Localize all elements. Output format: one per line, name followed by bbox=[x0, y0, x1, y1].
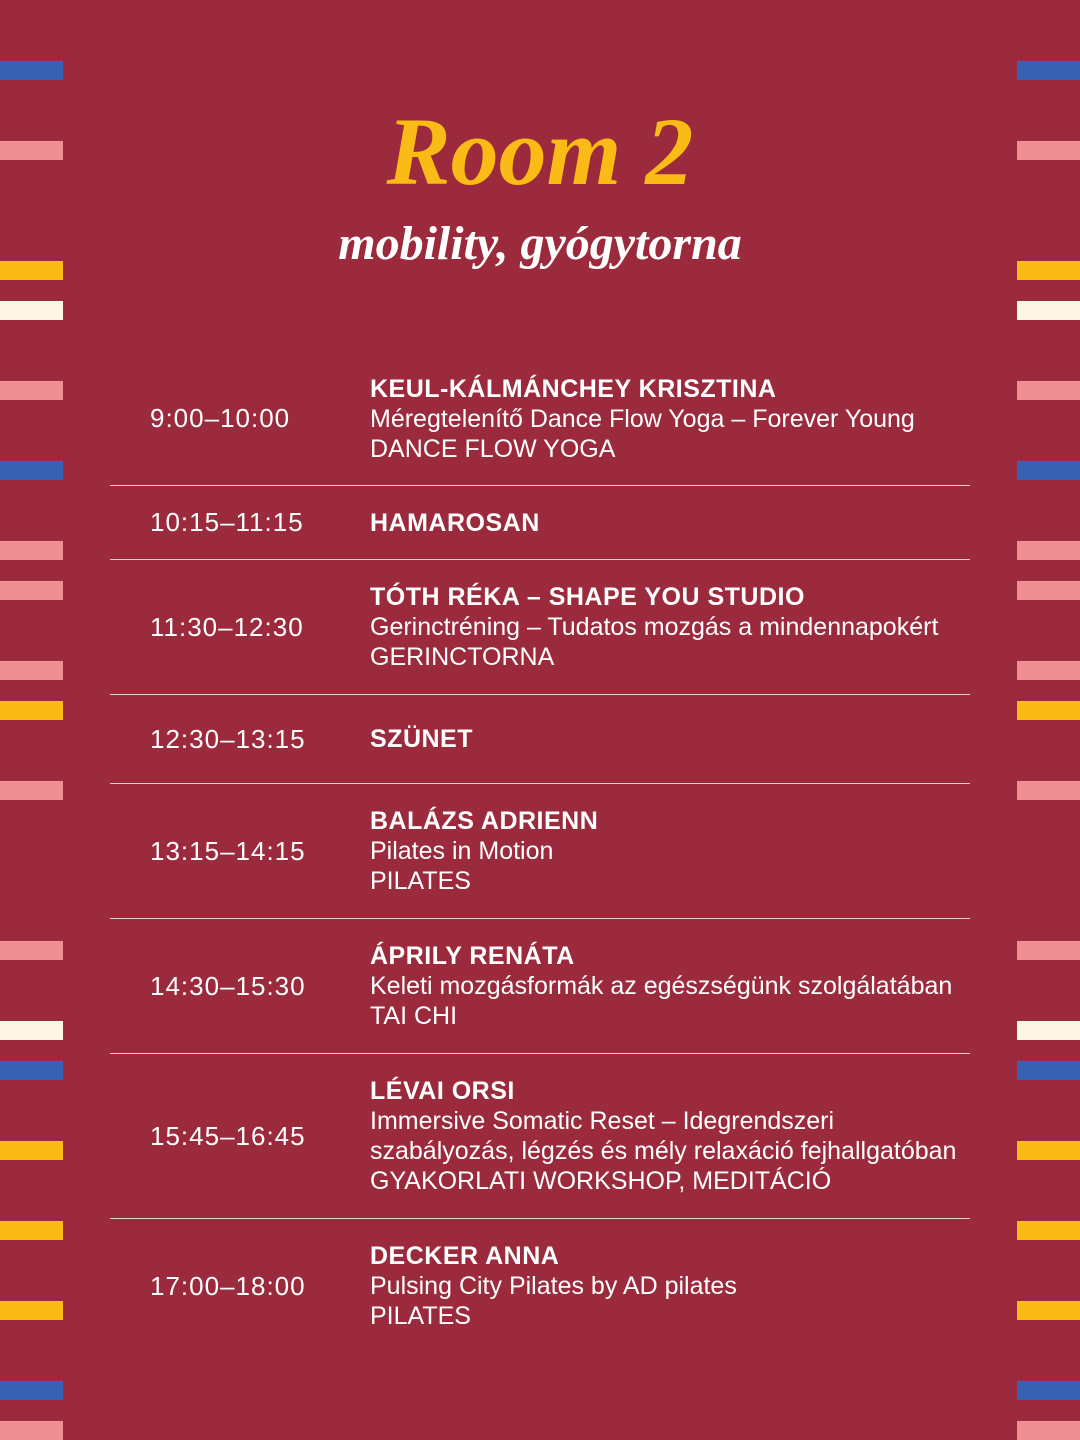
stripe bbox=[1017, 1061, 1080, 1080]
time-slot: 15:45–16:45 bbox=[150, 1120, 306, 1151]
stripe bbox=[1017, 781, 1080, 800]
session-title: Méregtelenítő Dance Flow Yoga – Forever Young bbox=[370, 404, 915, 433]
stripe bbox=[0, 1381, 63, 1400]
stripe bbox=[0, 1301, 63, 1320]
schedule-list bbox=[110, 352, 970, 1353]
stripe bbox=[0, 1061, 63, 1080]
stripe bbox=[0, 1021, 63, 1040]
stripe bbox=[1017, 1381, 1080, 1400]
time-slot: 9:00–10:00 bbox=[150, 403, 291, 433]
stripe bbox=[0, 1221, 63, 1240]
stripe bbox=[0, 461, 63, 480]
stripe bbox=[0, 541, 63, 560]
presenter-name: KEUL-KÁLMÁNCHEY KRISZTINA bbox=[370, 374, 777, 403]
session-title: Immersive Somatic Reset – Idegrendszeri bbox=[370, 1107, 835, 1135]
session-category: DANCE FLOW YOGA bbox=[370, 434, 616, 463]
session-details bbox=[370, 582, 970, 672]
session-category: GYAKORLATI WORKSHOP, MEDITÁCIÓ bbox=[370, 1167, 832, 1195]
time-slot: 11:30–12:30 bbox=[150, 611, 304, 642]
session-title: Gerinctréning – Tudatos mozgás a mindennapokért bbox=[370, 613, 939, 641]
session-details bbox=[370, 806, 970, 896]
stripe bbox=[0, 1141, 63, 1160]
time-slot: 10:15–11:15 bbox=[150, 507, 304, 537]
stripe bbox=[1017, 1301, 1080, 1320]
time-slot: 12:30–13:15 bbox=[150, 723, 306, 754]
presenter-name: DECKER ANNA bbox=[370, 1242, 560, 1270]
stripe bbox=[1017, 1421, 1080, 1440]
session-details bbox=[370, 1241, 970, 1331]
schedule-row bbox=[110, 695, 970, 784]
stripe bbox=[0, 1421, 63, 1440]
presenter-name: BALÁZS ADRIENN bbox=[370, 807, 599, 835]
stripe bbox=[1017, 301, 1080, 320]
session-title: Keleti mozgásformák az egészségünk szolgálatában bbox=[370, 972, 953, 1000]
page-title: Room 2 bbox=[386, 98, 694, 205]
stripe bbox=[1017, 581, 1080, 600]
stripe bbox=[1017, 701, 1080, 720]
stripe bbox=[0, 381, 63, 400]
session-category: PILATES bbox=[370, 1302, 471, 1330]
stripe bbox=[1017, 1221, 1080, 1240]
schedule-row bbox=[110, 486, 970, 560]
time-slot: 13:15–14:15 bbox=[150, 835, 306, 866]
session-title: Pilates in Motion bbox=[370, 837, 554, 865]
session-details bbox=[370, 508, 970, 538]
stripe bbox=[0, 61, 63, 80]
schedule-row bbox=[110, 784, 970, 919]
presenter-name: ÁPRILY RENÁTA bbox=[370, 942, 575, 970]
schedule-row bbox=[110, 560, 970, 695]
session-title: Pulsing City Pilates by AD pilates bbox=[370, 1272, 737, 1300]
stripe bbox=[1017, 61, 1080, 80]
stripe bbox=[1017, 1021, 1080, 1040]
stripe bbox=[1017, 941, 1080, 960]
stripe bbox=[0, 301, 63, 320]
session-details bbox=[370, 374, 970, 464]
session-category: GERINCTORNA bbox=[370, 643, 555, 671]
stripe bbox=[1017, 381, 1080, 400]
presenter-name: HAMAROSAN bbox=[370, 508, 540, 537]
presenter-name: LÉVAI ORSI bbox=[370, 1077, 515, 1105]
stripe bbox=[0, 941, 63, 960]
stripe bbox=[0, 581, 63, 600]
session-category: PILATES bbox=[370, 867, 471, 895]
stripe bbox=[1017, 541, 1080, 560]
presenter-name: SZÜNET bbox=[370, 725, 473, 753]
stripe bbox=[0, 661, 63, 680]
session-details bbox=[370, 724, 970, 754]
schedule-row bbox=[110, 1054, 970, 1219]
stripe bbox=[1017, 461, 1080, 480]
schedule-row bbox=[110, 1219, 970, 1353]
session-details bbox=[370, 1076, 970, 1196]
stripe bbox=[0, 701, 63, 720]
stripe bbox=[1017, 1141, 1080, 1160]
schedule-row bbox=[110, 352, 970, 486]
session-details bbox=[370, 941, 970, 1031]
stripe bbox=[1017, 661, 1080, 680]
session-category: TAI CHI bbox=[370, 1002, 458, 1030]
page-subtitle: mobility, gyógytorna bbox=[338, 217, 742, 270]
presenter-name: TÓTH RÉKA – SHAPE YOU STUDIO bbox=[370, 583, 805, 611]
schedule-row bbox=[110, 919, 970, 1054]
session-title-continued: szabályozás, légzés és mély relaxáció fejhallgatóban bbox=[370, 1137, 957, 1165]
time-slot: 17:00–18:00 bbox=[150, 1270, 306, 1301]
time-slot: 14:30–15:30 bbox=[150, 970, 306, 1001]
stripe bbox=[0, 781, 63, 800]
